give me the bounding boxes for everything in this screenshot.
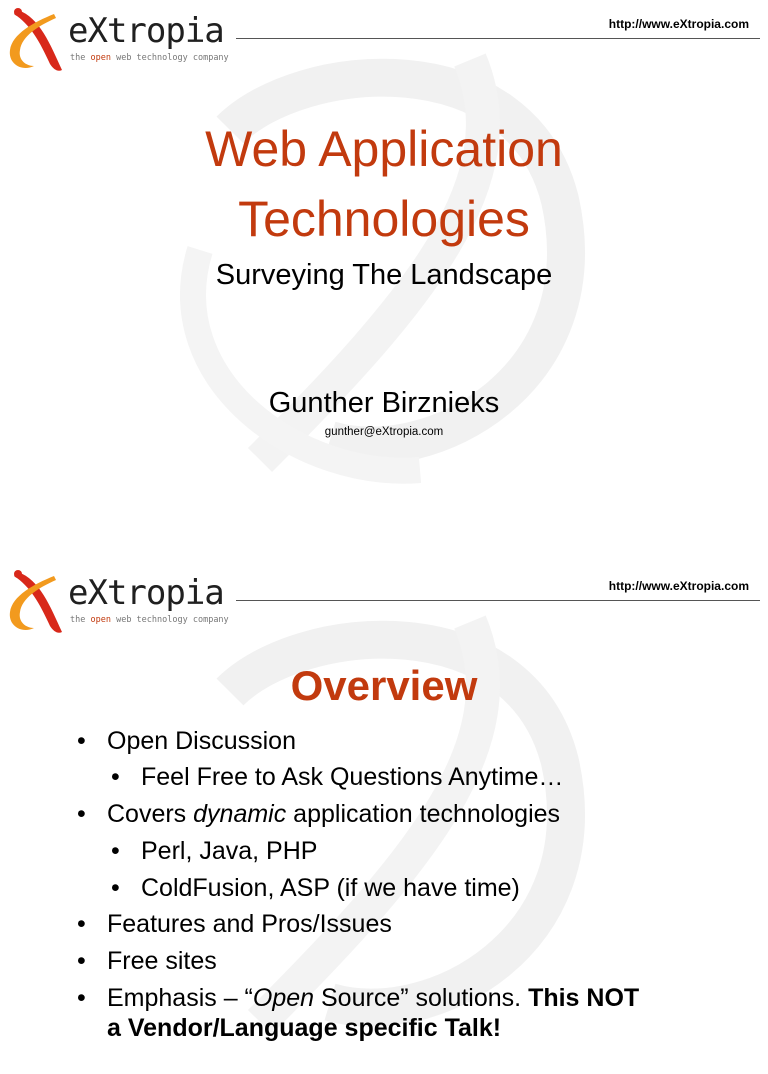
bullet-item: • Emphasis – “Open Source” solutions. This NOT [77,984,640,1012]
bullet-continuation: a Vendor/Language specific Talk! [107,1014,502,1042]
bullet-item: • Features and Pros/Issues [77,910,392,938]
header-divider [236,38,760,39]
slide-title-heading [0,114,768,254]
header-divider [236,600,760,601]
bullet-icon: • [77,947,86,975]
extropia-logo[interactable] [4,566,229,638]
title-line-1: Web Application [205,121,563,177]
bullet-item: • Covers dynamic application technologies [77,800,561,828]
title-line-2: Technologies [238,191,530,247]
bullet-icon: • [111,874,120,902]
logo-tagline: the open web technology company [70,615,229,625]
bullet-icon: • [111,763,120,791]
author-name: Gunther Birznieks [268,387,500,419]
header-url[interactable]: http://www.eXtropia.com [608,579,749,593]
slide-title [0,0,768,512]
slide-subtitle: Surveying The Landscape [215,259,553,291]
bullet-icon: • [77,984,86,1012]
bullet-icon: • [111,837,120,865]
bullet-item: • Free sites [77,947,217,975]
slide-overview [0,562,768,1042]
logo-wordmark: eXtropia [68,11,224,51]
bullet-subitem: • Perl, Java, PHP [111,837,318,865]
extropia-mark-icon [4,566,68,638]
header-url[interactable]: http://www.eXtropia.com [608,17,749,31]
bullet-subitem: • Feel Free to Ask Questions Anytime… [111,763,564,791]
author-email[interactable]: gunther@eXtropia.com [324,426,444,438]
bullet-icon: • [77,910,86,938]
logo-tagline: the open web technology company [70,53,229,63]
extropia-logo[interactable] [4,4,229,76]
bullet-icon: • [77,800,86,828]
extropia-mark-icon [4,4,68,76]
logo-wordmark: eXtropia [68,573,224,613]
bullet-subitem: • ColdFusion, ASP (if we have time) [111,874,520,902]
overview-heading: Overview [290,662,478,709]
bullet-icon: • [77,727,86,755]
bullet-item: • Open Discussion [77,727,296,755]
